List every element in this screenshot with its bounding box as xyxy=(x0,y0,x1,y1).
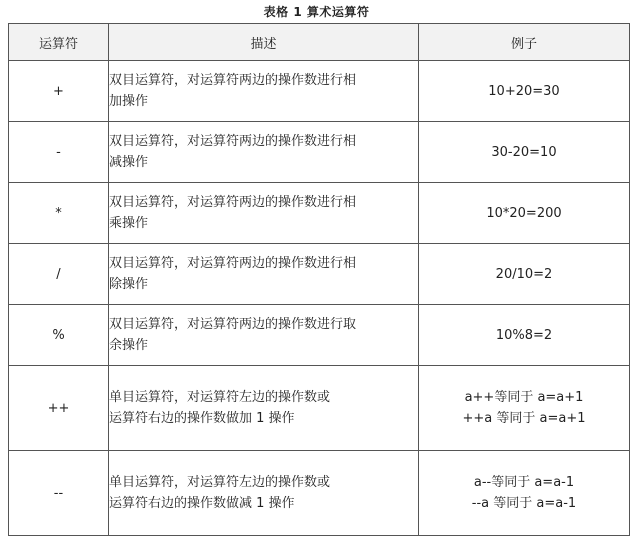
operator-cell: ++ xyxy=(9,366,109,451)
example-cell xyxy=(419,305,630,366)
description-line: 单目运算符，对运算符左边的操作数或 xyxy=(109,390,331,405)
example-line: a--等同于 a=a-1 xyxy=(473,475,575,490)
description-cell xyxy=(109,244,419,305)
description-line: 单目运算符，对运算符左边的操作数或 xyxy=(109,475,331,490)
operator-cell: - xyxy=(9,122,109,183)
description-line: 运算符右边的操作数做加 1 操作 xyxy=(109,411,295,426)
example-line: a++等同于 a=a+1 xyxy=(464,390,584,405)
example-cell xyxy=(419,61,630,122)
description-cell xyxy=(109,451,419,536)
example-cell xyxy=(419,451,630,536)
table-header-row xyxy=(9,24,630,61)
table-row xyxy=(9,122,630,183)
example-cell xyxy=(419,183,630,244)
description-line: 双目运算符，对运算符两边的操作数进行相 xyxy=(109,195,357,210)
description-line: 双目运算符，对运算符两边的操作数进行相 xyxy=(109,256,357,271)
description-line: 加操作 xyxy=(109,94,149,109)
description-line: 运算符右边的操作数做减 1 操作 xyxy=(109,496,295,511)
table-row xyxy=(9,183,630,244)
description-line: 余操作 xyxy=(109,338,149,353)
description-cell xyxy=(109,183,419,244)
description-line: 双目运算符，对运算符两边的操作数进行相 xyxy=(109,134,357,149)
operator-cell: + xyxy=(9,61,109,122)
operator-cell: % xyxy=(9,305,109,366)
table-row xyxy=(9,451,630,536)
header-operator: 运算符 xyxy=(9,24,109,61)
description-line: 减操作 xyxy=(109,155,149,170)
description-cell xyxy=(109,122,419,183)
example-cell xyxy=(419,122,630,183)
table-row xyxy=(9,61,630,122)
example-line: 10%8=2 xyxy=(495,327,553,343)
table-caption: 表格 1 算术运算符 xyxy=(263,5,370,19)
description-line: 乘操作 xyxy=(109,216,149,231)
example-line: --a 等同于 a=a-1 xyxy=(471,496,577,511)
table-row xyxy=(9,366,630,451)
operator-cell: / xyxy=(9,244,109,305)
example-line: 20/10=2 xyxy=(495,266,553,282)
header-example: 例子 xyxy=(419,24,630,61)
example-line: 10*20=200 xyxy=(486,205,562,221)
operator-cell: -- xyxy=(9,451,109,536)
description-cell xyxy=(109,305,419,366)
description-line: 双目运算符，对运算符两边的操作数进行取 xyxy=(109,317,357,332)
example-cell xyxy=(419,244,630,305)
description-line: 除操作 xyxy=(109,277,149,292)
description-line: 双目运算符，对运算符两边的操作数进行相 xyxy=(109,73,357,88)
header-description: 描述 xyxy=(109,24,419,61)
table-row xyxy=(9,244,630,305)
example-line: 10+20=30 xyxy=(488,83,560,99)
example-line: 30-20=10 xyxy=(491,144,557,160)
description-cell xyxy=(109,366,419,451)
description-cell xyxy=(109,61,419,122)
operator-cell: * xyxy=(9,183,109,244)
arithmetic-operators-table xyxy=(8,23,630,536)
example-line: ++a 等同于 a=a+1 xyxy=(462,411,586,426)
example-cell xyxy=(419,366,630,451)
table-row xyxy=(9,305,630,366)
